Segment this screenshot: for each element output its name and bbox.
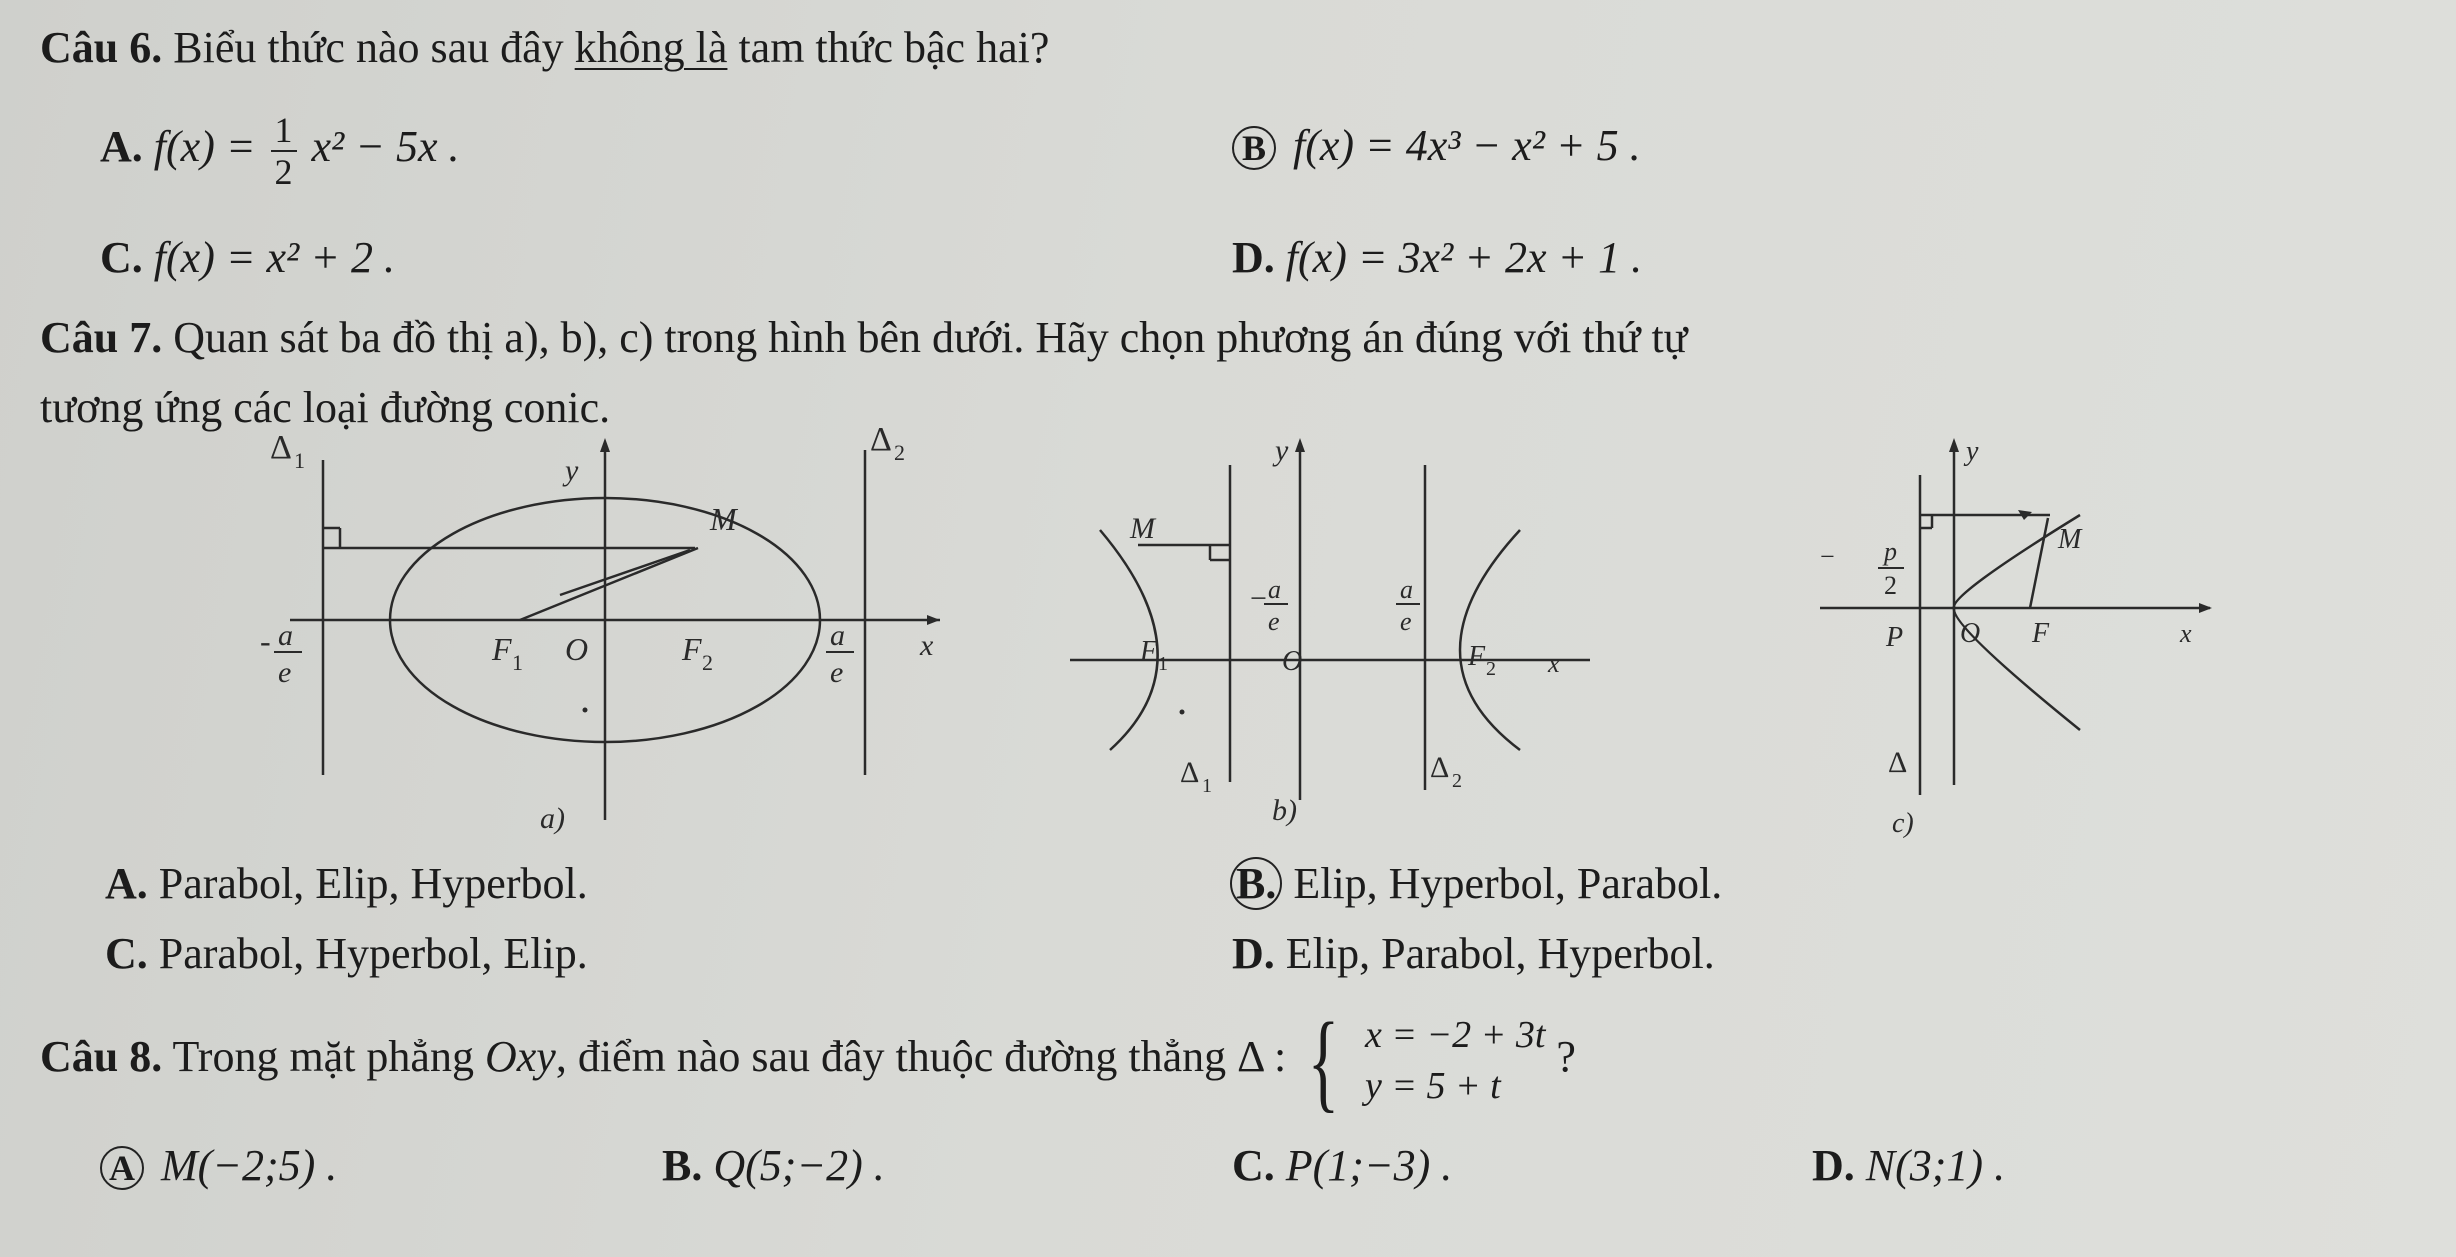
- q8-question: [40, 1000, 1576, 1122]
- q6-option-b-label: B: [1232, 126, 1276, 170]
- figure-a-ellipse: [230, 420, 970, 840]
- q6-text-underlined: không là: [574, 23, 728, 72]
- q8-text-after: , điểm nào sau đây thuộc đường thẳng: [555, 1032, 1227, 1082]
- figure-b-minus: −: [1250, 582, 1267, 615]
- q6-option-a-label: A.: [100, 122, 143, 172]
- figure-a-F2-sub: 2: [702, 650, 713, 675]
- figure-a-F2-M: [560, 550, 690, 595]
- q8-oxy: Oxy: [484, 1032, 556, 1082]
- q6-option-d[interactable]: [1232, 232, 1642, 283]
- q6-option-c-label: C.: [100, 233, 143, 282]
- figure-c-p: p: [1884, 537, 1897, 566]
- figure-c-delta: Δ: [1888, 746, 1908, 779]
- q8-option-d-label: D.: [1812, 1141, 1855, 1190]
- figure-a-y-label: y: [565, 454, 579, 487]
- figure-a-caption: a): [540, 802, 565, 835]
- figure-b-hyperbola: [1060, 420, 1660, 840]
- q7-option-a[interactable]: [105, 858, 588, 909]
- figure-b-neg-a: a: [1268, 575, 1281, 604]
- q8-label: Câu 8.: [40, 1032, 163, 1082]
- q6-option-c-expr: f(x) = x² + 2 .: [153, 233, 395, 282]
- q6-label: Câu 6.: [40, 23, 163, 72]
- q8-option-a[interactable]: [100, 1140, 337, 1191]
- figure-b-x-label: x: [1548, 649, 1560, 678]
- q8-option-c-expr: P(1;−3) .: [1285, 1141, 1453, 1190]
- q8-text-before: Trong mặt phẳng: [172, 1032, 474, 1082]
- figure-c-P: P: [1886, 622, 1904, 653]
- q8-option-d-expr: N(3;1) .: [1865, 1141, 2006, 1190]
- figure-c-M: M: [2058, 524, 2082, 555]
- figure-a-delta1: Δ: [270, 429, 292, 466]
- q7-label: Câu 7.: [40, 313, 163, 362]
- figure-c-F: F: [2032, 618, 2050, 649]
- figure-a-neg-e: e: [278, 656, 292, 689]
- figure-b-F1: F: [1140, 636, 1158, 667]
- figure-c-parabola: [1780, 420, 2240, 840]
- figure-a-O: O: [565, 631, 589, 667]
- q6-option-d-expr: f(x) = 3x² + 2x + 1 .: [1285, 233, 1643, 282]
- q7-option-d[interactable]: [1232, 928, 1715, 979]
- q8-eq2: y = 5 + t: [1365, 1065, 1501, 1107]
- figure-a-F2: F: [682, 631, 702, 667]
- figure-c-minus: −: [1820, 542, 1835, 571]
- figure-b-delta2-sub: 2: [1452, 770, 1462, 792]
- q6-option-c[interactable]: [100, 232, 395, 283]
- figure-a-minus: -: [260, 623, 271, 659]
- q7-option-c-text: Parabol, Hyperbol, Elip.: [158, 929, 588, 978]
- q6-option-d-label: D.: [1232, 233, 1275, 282]
- q8-option-a-expr: M(−2;5) .: [161, 1141, 338, 1190]
- q7-option-b-text: Elip, Hyperbol, Parabol.: [1293, 859, 1723, 908]
- figure-a-pos-e: e: [830, 656, 844, 689]
- q6-option-a-fraction: [271, 112, 297, 190]
- figure-b-F2-sub: 2: [1486, 658, 1496, 680]
- figure-b-delta2: Δ: [1430, 751, 1450, 784]
- figure-b-pos-a: a: [1400, 575, 1413, 604]
- q8-option-b-label: B.: [662, 1141, 703, 1190]
- figure-b-delta1-sub: 1: [1202, 775, 1212, 797]
- q7-text-line1: Quan sát ba đồ thị a), b), c) trong hình bên dưới. Hãy chọn phương án đúng với thứ tự: [173, 313, 1688, 362]
- q8-qmark: ?: [1556, 1032, 1576, 1082]
- q8-option-a-label: A: [100, 1146, 144, 1190]
- figure-b-delta1: Δ: [1180, 756, 1200, 789]
- figure-b-M: M: [1130, 512, 1155, 545]
- q6-option-a[interactable]: [100, 112, 459, 190]
- figure-b-right-branch: [1460, 530, 1520, 750]
- figure-b-caption: b): [1272, 794, 1297, 827]
- q7-option-a-text: Parabol, Elip, Hyperbol.: [158, 859, 588, 908]
- q6-option-a-frac-den: 2: [274, 152, 293, 192]
- q8-option-b-expr: Q(5;−2) .: [713, 1141, 885, 1190]
- figure-c-F-M: [2030, 518, 2048, 608]
- q8-system-brace: {: [1307, 1000, 1340, 1122]
- q7-option-c-label: C.: [105, 929, 148, 978]
- figure-c-y-label: y: [1966, 436, 1979, 467]
- figure-b-O: O: [1282, 646, 1303, 677]
- q6-option-b[interactable]: [1232, 120, 1641, 171]
- figure-a-delta1-sub: 1: [294, 448, 305, 473]
- q7-text-line2: tương ứng các loại đường conic.: [40, 383, 611, 432]
- figure-c-caption: c): [1892, 808, 1914, 839]
- q8-system: [1365, 1010, 1545, 1113]
- q8-option-b[interactable]: [662, 1140, 885, 1191]
- q7-option-d-label: D.: [1232, 929, 1275, 978]
- q6-text-before: Biểu thức nào sau đây: [173, 23, 564, 72]
- figure-a-F1: F: [492, 631, 512, 667]
- q8-option-d[interactable]: [1812, 1140, 2005, 1191]
- q6-text-after: tam thức bậc hai?: [738, 23, 1050, 72]
- q7-option-d-text: Elip, Parabol, Hyperbol.: [1285, 929, 1715, 978]
- q6-option-b-expr: f(x) = 4x³ − x² + 5 .: [1293, 121, 1641, 170]
- figure-c-O: O: [1960, 618, 1981, 649]
- q7-option-b-label: B.: [1230, 857, 1282, 910]
- q7-option-a-label: A.: [105, 859, 148, 908]
- figure-c-x-label: x: [2180, 619, 2192, 648]
- q6-question: [40, 22, 1049, 73]
- q6-option-a-lhs: f(x) =: [153, 122, 256, 172]
- figure-a-F1-M: [520, 548, 698, 620]
- figure-b-pos-e: e: [1400, 607, 1412, 636]
- q8-option-c-label: C.: [1232, 1141, 1275, 1190]
- q6-option-a-rhs: x² − 5x .: [311, 122, 460, 172]
- figure-b-F2: F: [1468, 641, 1486, 672]
- figure-a-delta2: Δ: [870, 421, 892, 458]
- figure-a-F1-sub: 1: [512, 650, 523, 675]
- figure-a-neg-a: a: [278, 619, 293, 652]
- q6-option-a-frac-num: 1: [271, 112, 297, 152]
- q8-option-c[interactable]: [1232, 1140, 1452, 1191]
- figure-a-M-label: M: [710, 501, 737, 537]
- figure-a-delta2-sub: 2: [894, 440, 905, 465]
- q8-delta: Δ :: [1237, 1032, 1287, 1082]
- q7-option-b[interactable]: [1230, 858, 1722, 909]
- q7-question-line1: [40, 312, 1688, 363]
- figure-a-x-label: x: [920, 629, 934, 662]
- figure-b-F1-sub: 1: [1158, 653, 1168, 675]
- q7-option-c[interactable]: [105, 928, 588, 979]
- figure-c-two: 2: [1884, 571, 1897, 600]
- figure-a-pos-a: a: [830, 619, 845, 652]
- figure-b-neg-e: e: [1268, 607, 1280, 636]
- figure-b-y-label: y: [1275, 434, 1289, 467]
- q8-eq1: x = −2 + 3t: [1365, 1013, 1546, 1056]
